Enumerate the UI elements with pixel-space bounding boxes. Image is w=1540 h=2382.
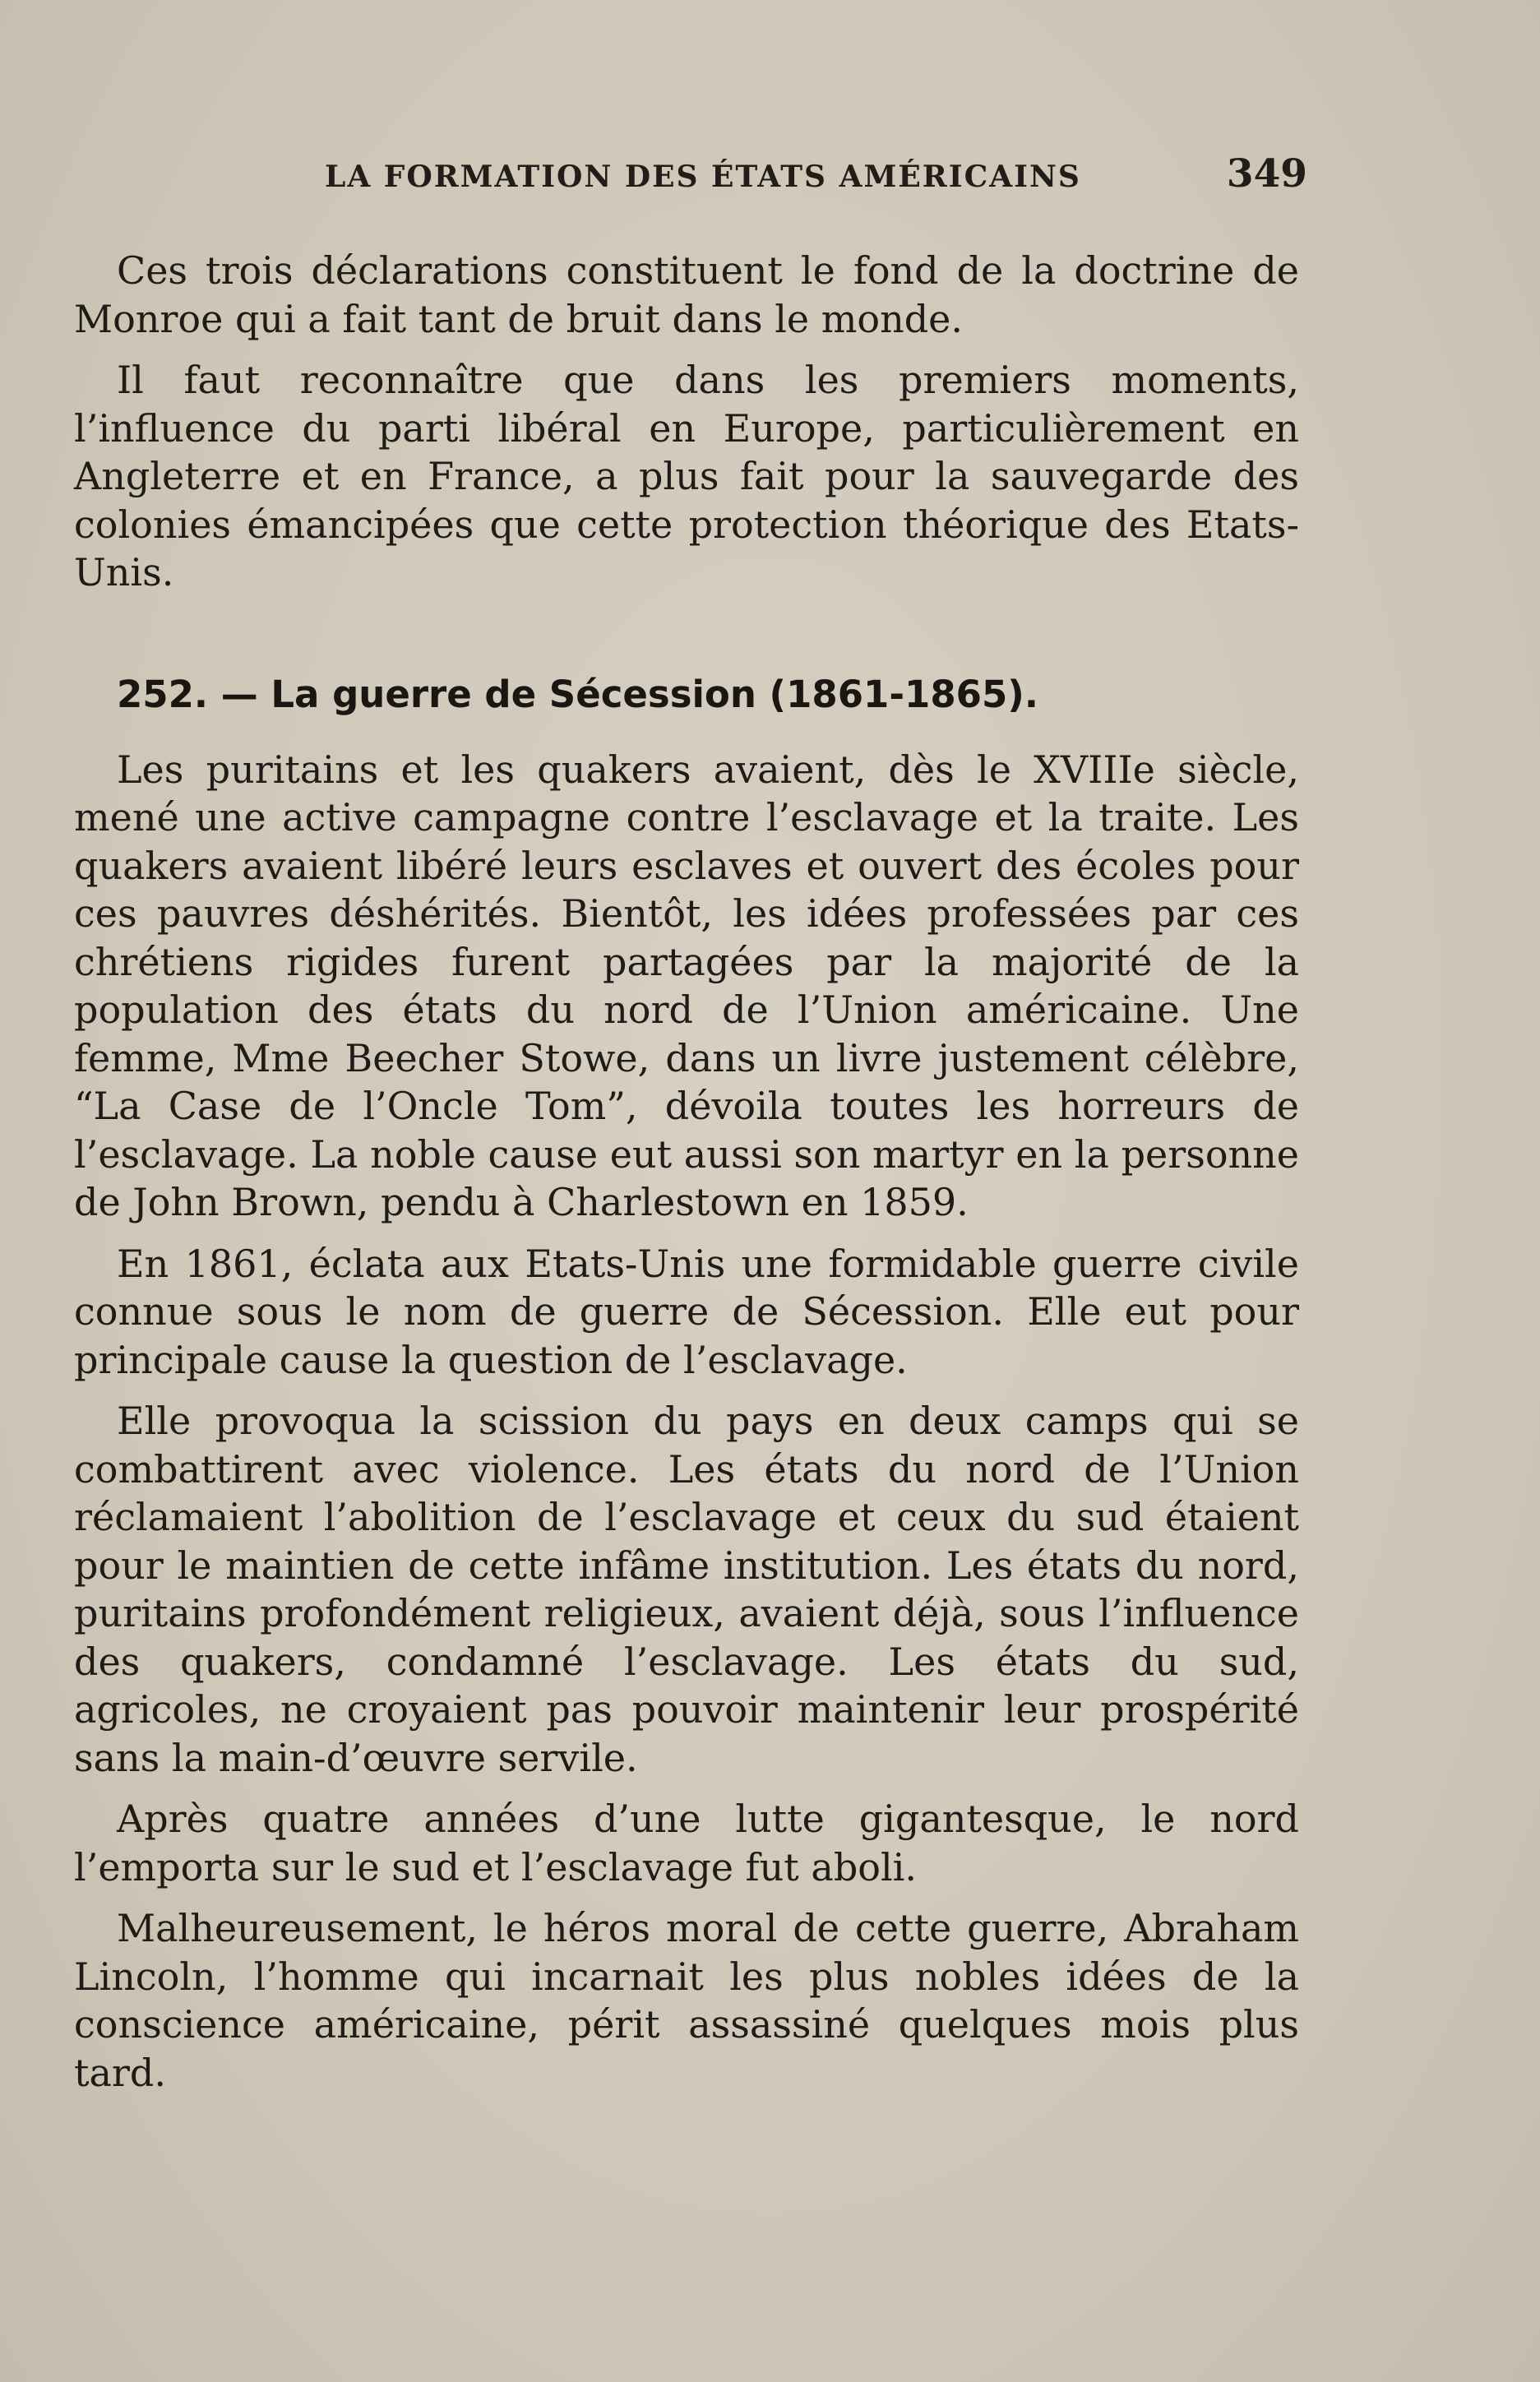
running-title: LA FORMATION DES ÉTATS AMÉRICAINS [325, 160, 1081, 194]
paragraph-lincoln: Malheureusement, le héros moral de cette guerre, Abraham Lincoln, l’homme qui incarnait les plus nobles idées de la conscience américaine, périt assassiné quelques mois plus tard. [74, 1906, 1299, 2095]
paragraph-north-victory: Après quatre années d’une lutte gigantesque, le nord l’emporta sur le sud et l’esclavage fut aboli. [74, 1797, 1299, 1889]
page-number: 349 [1226, 151, 1307, 197]
paragraph-civil-war-1861: En 1861, éclata aux Etats-Unis une formidable guerre civile connue sous le nom de guerre de Sécession. Elle eut pour principale cause la question de l’esclavage. [74, 1241, 1299, 1382]
body-text [74, 247, 1299, 2110]
paragraph-monroe-doctrine: Ces trois déclarations constituent le fond de la doctrine de Monroe qui a fait tant de bruit dans le monde. [74, 248, 1299, 341]
paragraph-liberal-influence: Il faut reconnaître que dans les premiers moments, l’influence du parti libéral en Europe, particulièrement en Angleterre et en France, a plus fait pour la sauvegarde des colonies émancipées que cette protection théorique des Etats-Unis. [74, 358, 1299, 594]
paragraph-puritans-quakers: Les puritains et les quakers avaient, dès le XVIIIe siècle, mené une active campagne contre l’esclavage et la traite. Les quakers avaient libéré leurs esclaves et ouvert des écoles pour ces pauvres déshérités. Bientôt, les idées professées par ces chrétiens rigides furent partagées par la majorité de la population des états du nord de l’Union américaine. Une femme, Mme Beecher Stowe, dans un livre justement célèbre, “La Case de l’Oncle Tom”, dévoila toutes les horreurs de l’esclavage. La noble cause eut aussi son martyr en la personne de John Brown, pendu à Charlestown en 1859. [74, 747, 1299, 1224]
paragraph-scission: Elle provoqua la scission du pays en deux camps qui se combattirent avec violence. Les états du nord de l’Union réclamaient l’abolition de l’esclavage et ceux du sud étaient pour le maintien de cette infâme institution. Les états du nord, puritains profondément religieux, avaient déjà, sous l’influence des quakers, condamné l’esclavage. Les états du sud, agricoles, ne croyaient pas pouvoir maintenir leur prospérité sans la main-d’œuvre servile. [74, 1399, 1299, 1780]
section-heading: 252. — La guerre de Sécession (1861-1865). [117, 672, 1038, 716]
page-header [74, 148, 1307, 206]
